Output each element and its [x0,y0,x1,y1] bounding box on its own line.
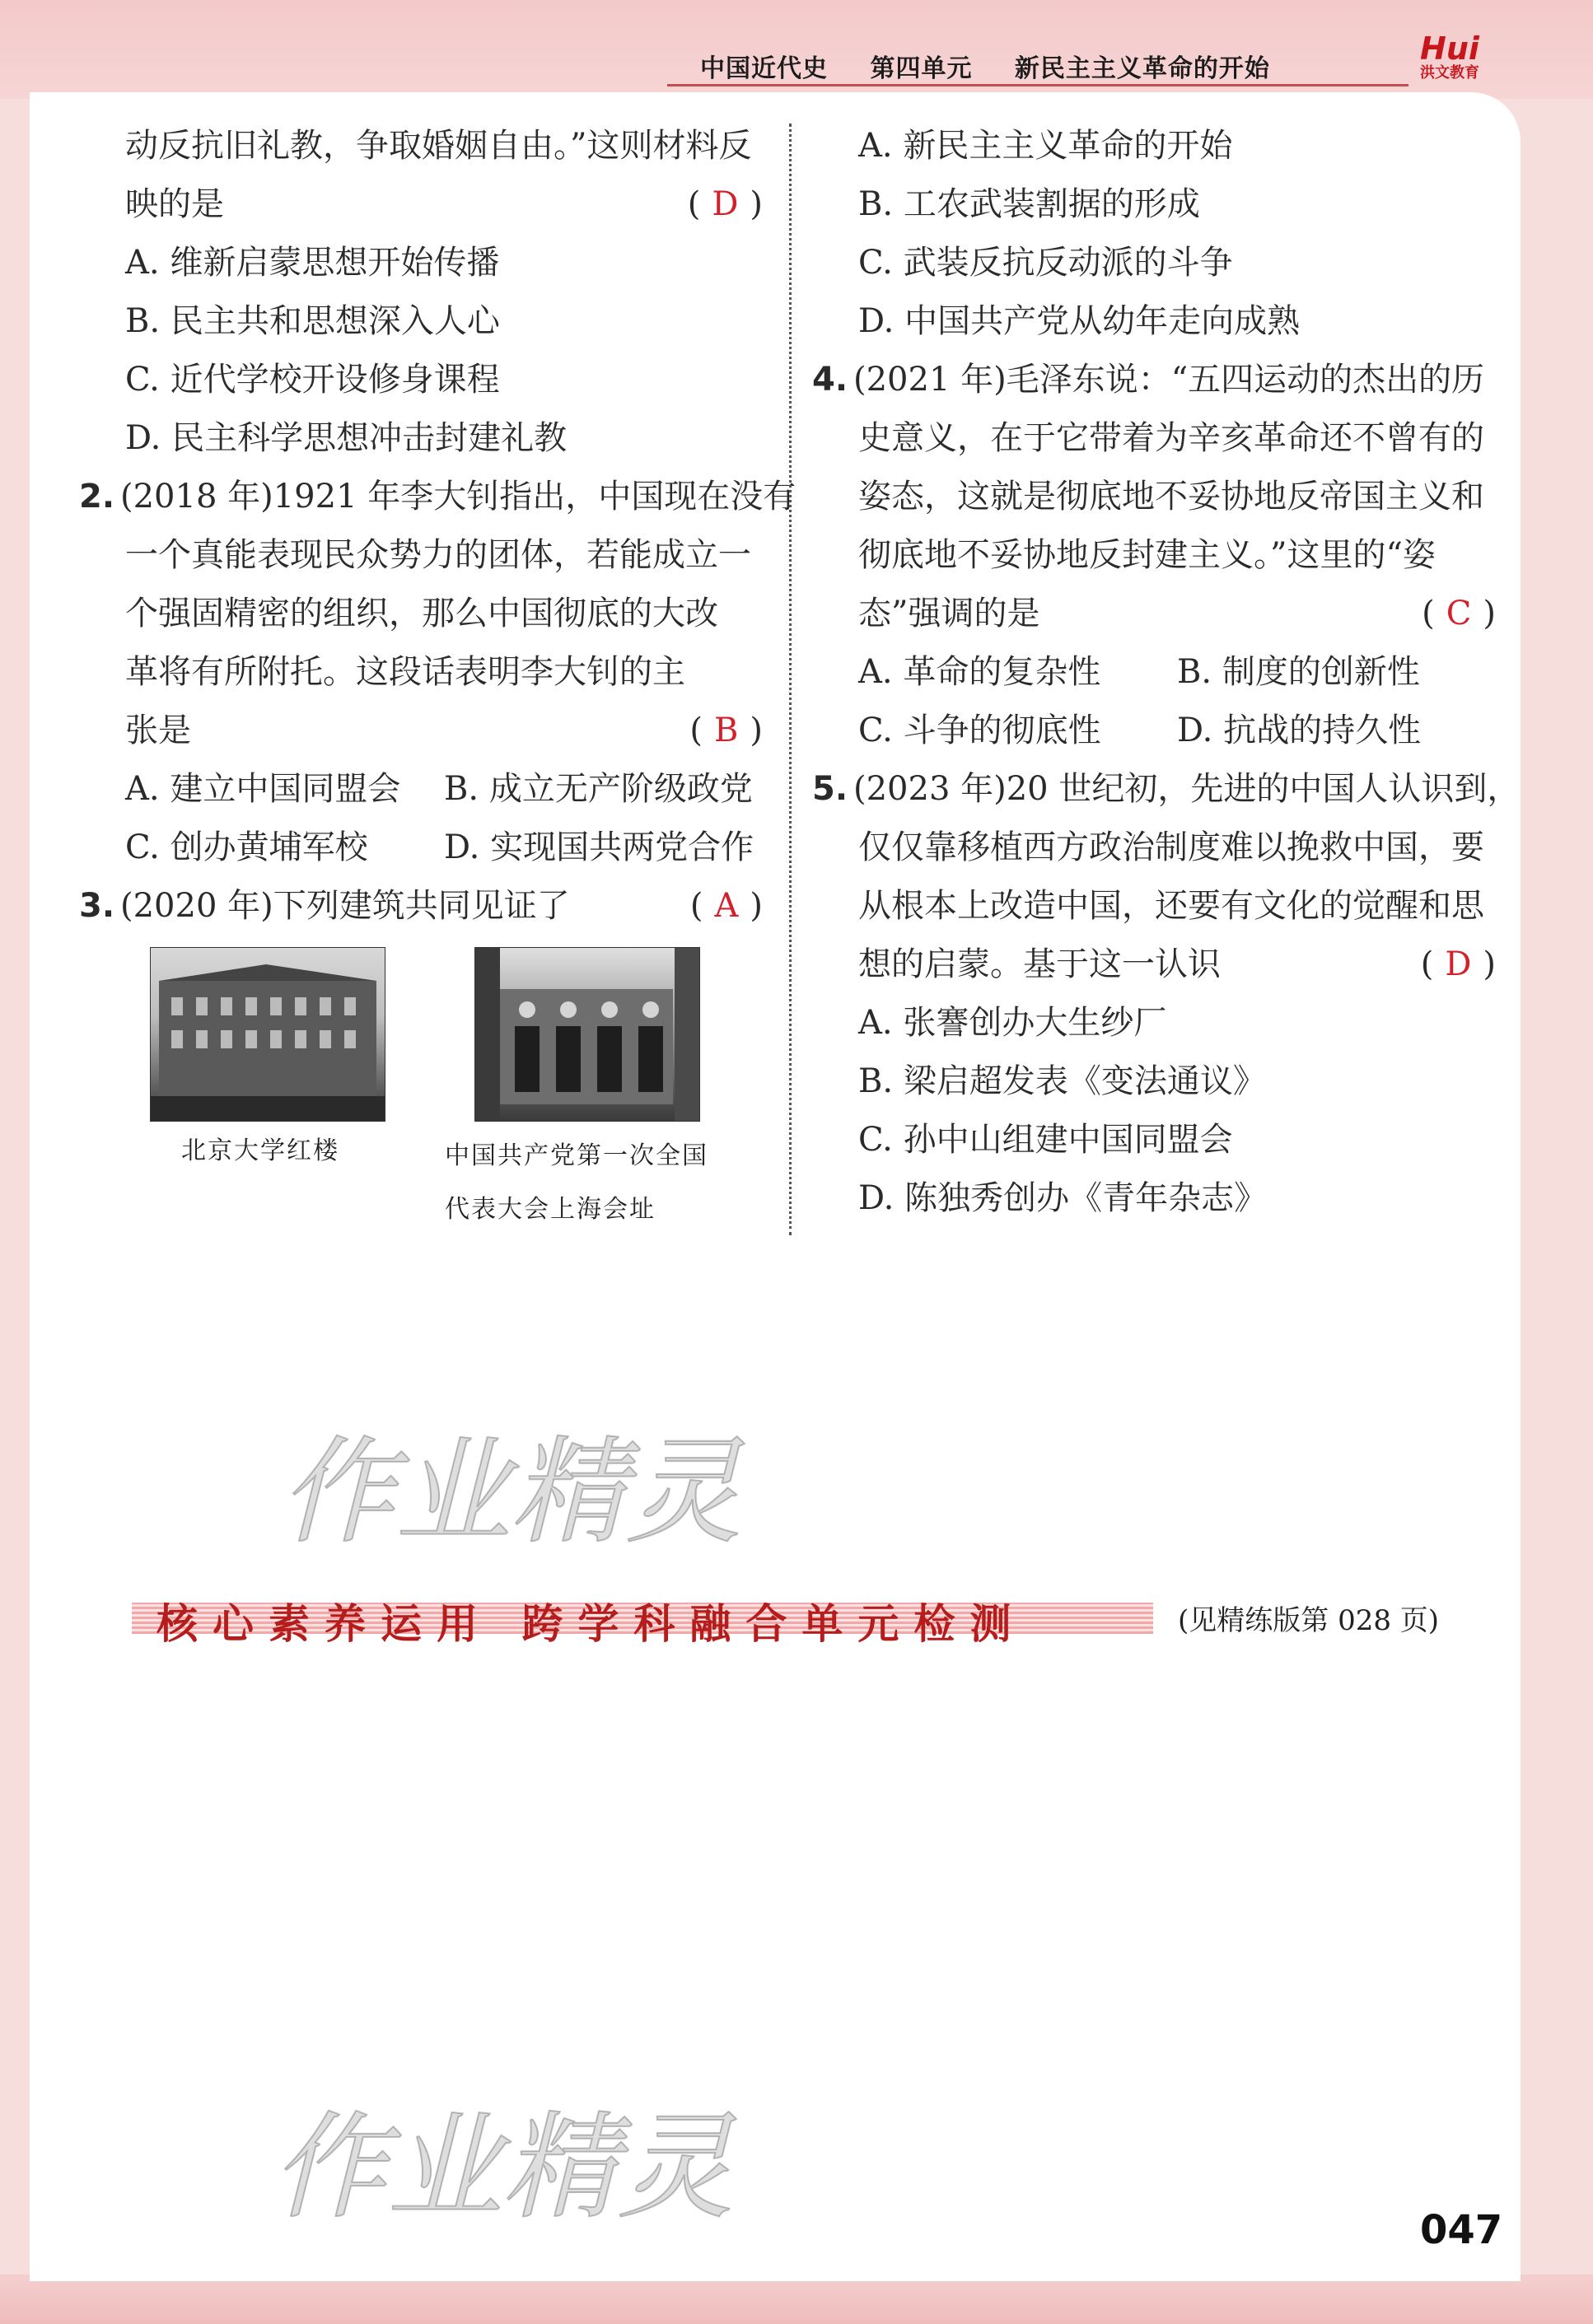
q1-stem-end: 映的是 [125,185,224,223]
q5-option-a: A. 张謇创办大生纱厂 [858,1004,1167,1042]
q3-text: (2020 年)下列建筑共同见证了 [120,887,570,925]
q5-text: (2023 年)20 世纪初，先进的中国人认识到， [853,770,1521,808]
q5-stem-line [812,760,1521,819]
q4-stem-line: 彻底地不妥协地反封建主义。”这里的“姿 [858,536,1436,574]
header-book: 中国近代史 [700,54,828,83]
photo-b-caption: 中国共产党第一次全国 [445,1141,708,1170]
page-number: 047 [1420,2207,1503,2253]
answer-bracket: ( D ) [687,185,763,223]
q5-number: 5. [812,770,848,808]
q3-option-d: D. 中国共产党从幼年走向成熟 [858,302,1301,340]
q4-option-c: C. 斗争的彻底性 [858,712,1101,749]
q4-stem-line: 姿态，这就是彻底地不妥协地反帝国主义和 [858,478,1484,516]
q2-stem-end: 张是 [125,712,191,749]
q3-number: 3. [79,887,115,925]
q5-option-d: D. 陈独秀创办《青年杂志》 [858,1179,1268,1217]
q4-option-a: A. 革命的复杂性 [858,653,1101,691]
q2-option-b: B. 成立无产阶级政党 [444,770,753,808]
section-banner [132,1596,1153,1648]
left-column [79,117,796,936]
q2-stem-line: 一个真能表现民众势力的团体，若能成立一 [125,536,751,574]
q1-option-d: D. 民主科学思想冲击封建礼教 [125,419,568,457]
q3-option-a: A. 新民主主义革命的开始 [858,127,1233,165]
q2-number: 2. [79,478,115,516]
q4-option-b: B. 制度的创新性 [1177,653,1420,691]
watermark: 作业精灵 [280,1426,742,1560]
q2-option-a: A. 建立中国同盟会 [125,770,401,808]
q2-stem-line [79,468,796,526]
q2-stem-line: 革将有所附托。这段话表明李大钊的主 [125,653,685,691]
q4-answer: C [1446,595,1472,632]
publisher-logo [1410,30,1489,91]
q5-option-c: C. 孙中山组建中国同盟会 [858,1121,1233,1159]
q3-answer: A [714,887,739,925]
q4-stem-line [812,585,1496,643]
q1-option-c: C. 近代学校开设修身课程 [125,361,500,399]
logo-mark: Hui [1420,30,1479,67]
q4-option-d: D. 抗战的持久性 [1177,712,1422,749]
photo-a-caption: 北京大学红楼 [181,1136,339,1165]
q4-stem-line [812,351,1496,409]
header-unit: 第四单元 [870,54,973,83]
q4-stem-line: 史意义，在于它带着为辛亥革命还不曾有的 [858,419,1484,457]
q4-stem-end: 态”强调的是 [858,595,1040,632]
footer-band [0,2275,1593,2324]
right-column [812,117,1521,1228]
watermark: 作业精灵 [272,2101,734,2235]
photo-b-caption: 代表大会上海会址 [445,1195,656,1224]
q2-stem-line [79,702,763,760]
q2-answer: B [713,712,739,749]
q4-options-row [812,702,1496,760]
q4-number: 4. [812,361,848,399]
q2-text: (2018 年)1921 年李大钊指出，中国现在没有 [120,478,796,516]
q1-option-a: A. 维新启蒙思想开始传播 [125,244,500,282]
q2-option-d: D. 实现国共两党合作 [444,828,754,866]
building-illustration [475,948,699,1121]
answer-bracket: ( B ) [689,712,763,749]
q1-stem-line: 动反抗旧礼教，争取婚姻自由。”这则材料反 [125,127,752,165]
q3-option-c: C. 武装反抗反动派的斗争 [858,244,1233,282]
banner-title: 核心素养运用 跨学科融合单元检测 [156,1600,1026,1648]
q4-text: (2021 年)毛泽东说：“五四运动的杰出的历 [853,361,1485,399]
first-congress-site-photo [474,947,700,1122]
answer-bracket: ( D ) [1420,945,1496,983]
q5-stem-end: 想的启蒙。基于这一认识 [858,945,1221,983]
q3-stem-line [79,877,763,936]
answer-bracket: ( A ) [689,887,763,925]
answer-bracket: ( C ) [1422,595,1496,632]
q1-answer: D [712,185,739,223]
q1-stem-line [79,175,763,234]
q5-answer: D [1445,945,1472,983]
peking-university-red-building-photo [150,947,385,1122]
q1-option-b: B. 民主共和思想深入人心 [125,302,500,340]
q2-options-row [79,760,763,819]
q2-stem-line: 个强固精密的组织，那么中国彻底的大改 [125,595,718,632]
header-rule [667,84,1408,86]
running-header [700,48,1303,84]
q3-option-b: B. 工农武装割据的形成 [858,185,1200,223]
q5-option-b: B. 梁启超发表《变法通议》 [858,1062,1266,1100]
header-topic: 新民主主义革命的开始 [1014,54,1270,83]
column-divider [789,124,792,1235]
q5-stem-line: 从根本上改造中国，还要有文化的觉醒和思 [858,887,1484,925]
q5-stem-line [812,936,1496,994]
q4-options-row [812,643,1496,702]
q2-options-row [79,819,763,877]
banner-reference: (见精练版第 028 页) [1178,1604,1440,1637]
q5-stem-line: 仅仅靠移植西方政治制度难以挽救中国，要 [858,828,1484,866]
q2-option-c: C. 创办黄埔军校 [125,828,368,866]
building-illustration [151,948,385,1121]
logo-brand: 洪文教育 [1420,64,1479,82]
